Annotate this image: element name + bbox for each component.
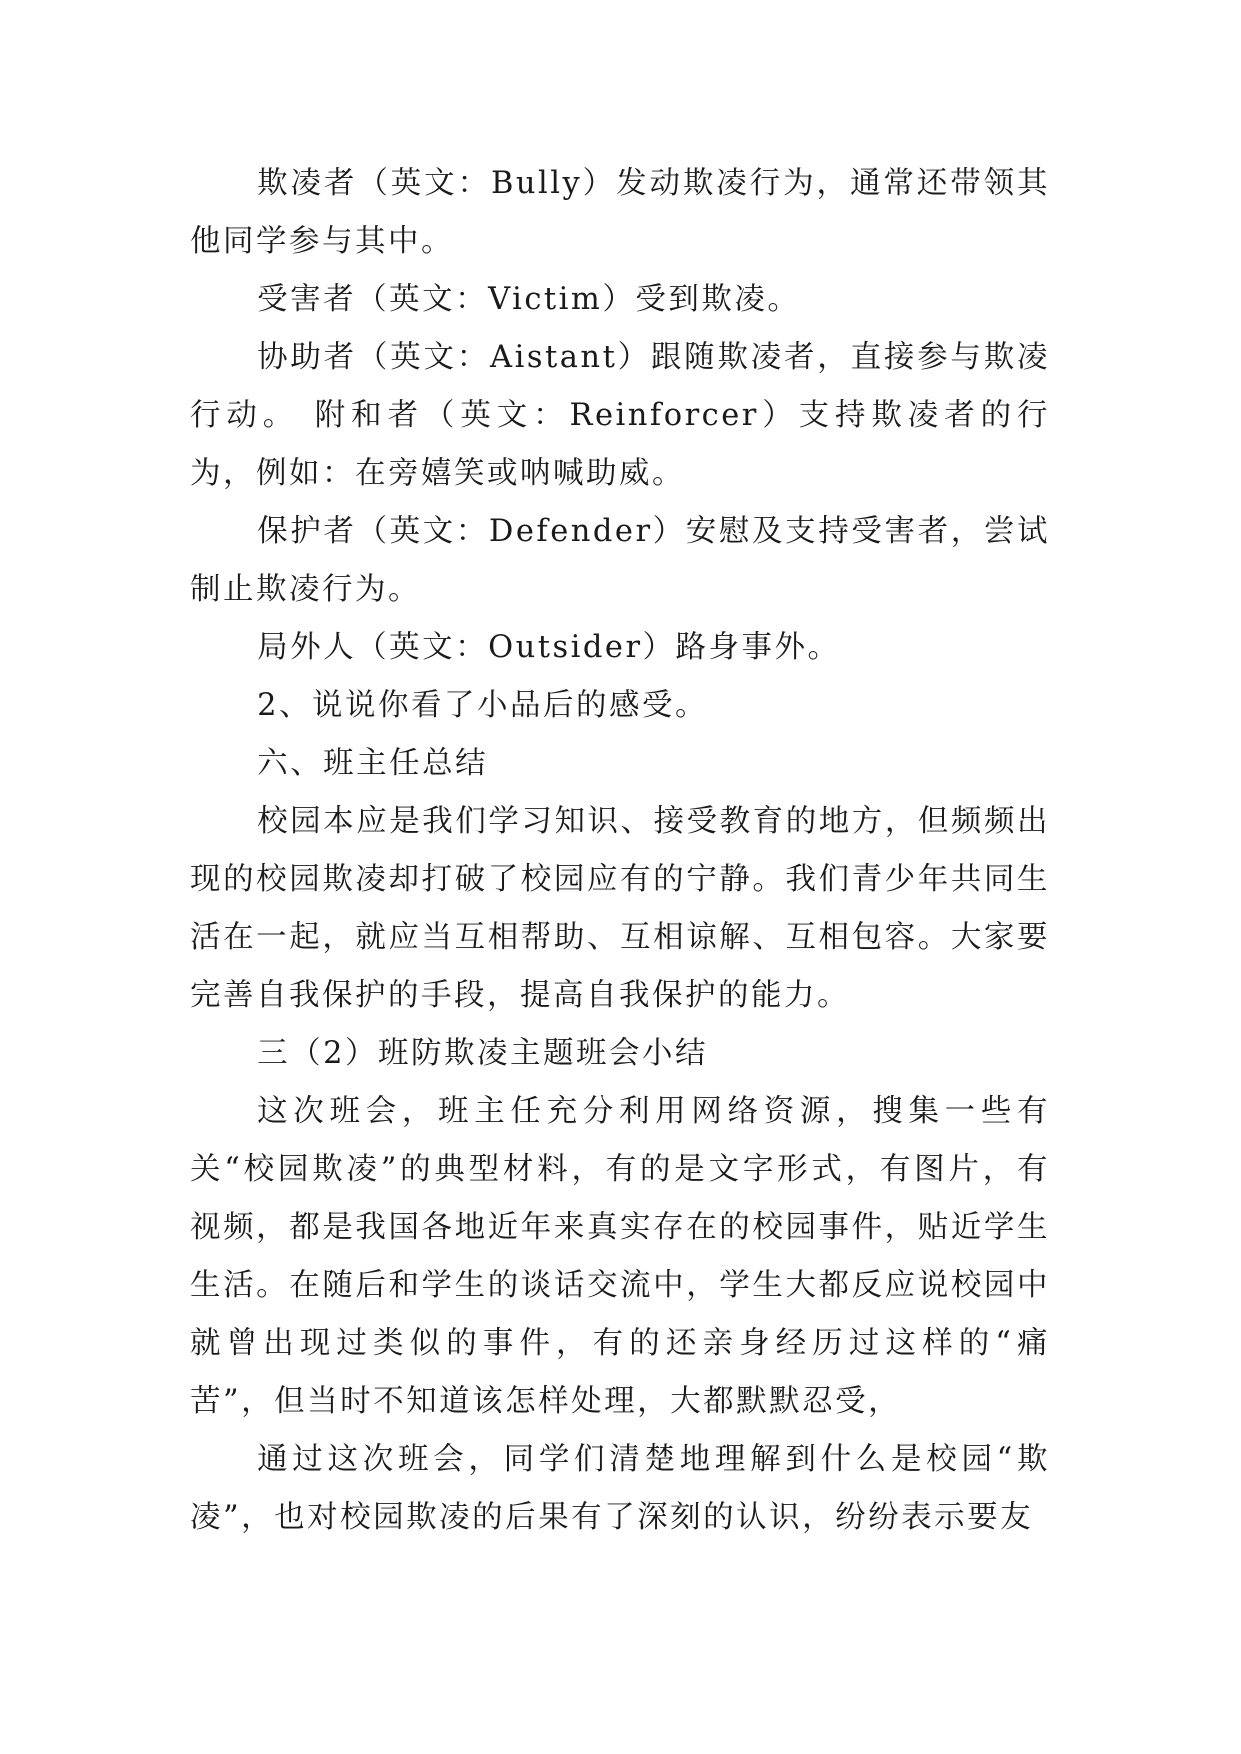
paragraph-class-meeting-outcome: 通过这次班会，同学们清楚地理解到什么是校园“欺凌”，也对校园欺凌的后果有了深刻的认识，纷纷表示要友 [190,1442,1050,1535]
paragraph-bully-definition: 欺凌者（英文：Bully）发动欺凌行为，通常还带领其他同学参与其中。 [190,166,1050,259]
section-heading-teacher-summary: 六、班主任总结 [257,746,489,781]
paragraph-class-meeting-review: 这次班会，班主任充分利用网络资源，搜集一些有关“校园欺凌”的典型材料，有的是文字形式，有图片，有视频，都是我国各地近年来真实存在的校园事件，贴近学生生活。在随后和学生的谈话交流中，学生大都反应说校园中就曾出现过类似的事件，有的还亲身经历过这样的“痛苦”，但当时不知道该怎样处理，大都默默忍受， [190,1094,1050,1419]
document-body [190,155,1050,1547]
paragraph-victim-definition: 受害者（英文：Victim）受到欺凌。 [257,282,801,317]
paragraph-defender-definition: 保护者（英文：Defender）安慰及支持受害者，尝试制止欺凌行为。 [190,514,1050,607]
section-heading-class-meeting-summary: 三（2）班防欺凌主题班会小结 [257,1036,708,1071]
paragraph-outsider-definition: 局外人（英文：Outsider）路身事外。 [257,630,841,665]
paragraph-discussion-prompt: 2、说说你看了小品后的感受。 [257,688,708,723]
paragraph-teacher-summary: 校园本应是我们学习知识、接受教育的地方，但频频出现的校园欺凌却打破了校园应有的宁静。我们青少年共同生活在一起，就应当互相帮助、互相谅解、互相包容。大家要完善自我保护的手段，提高自我保护的能力。 [190,804,1050,1013]
paragraph-assistant-reinforcer-definition: 协助者（英文：Aistant）跟随欺凌者，直接参与欺凌行动。 附和者（英文：Reinforcer）支持欺凌者的行为，例如：在旁嬉笑或呐喊助威。 [190,340,1050,491]
